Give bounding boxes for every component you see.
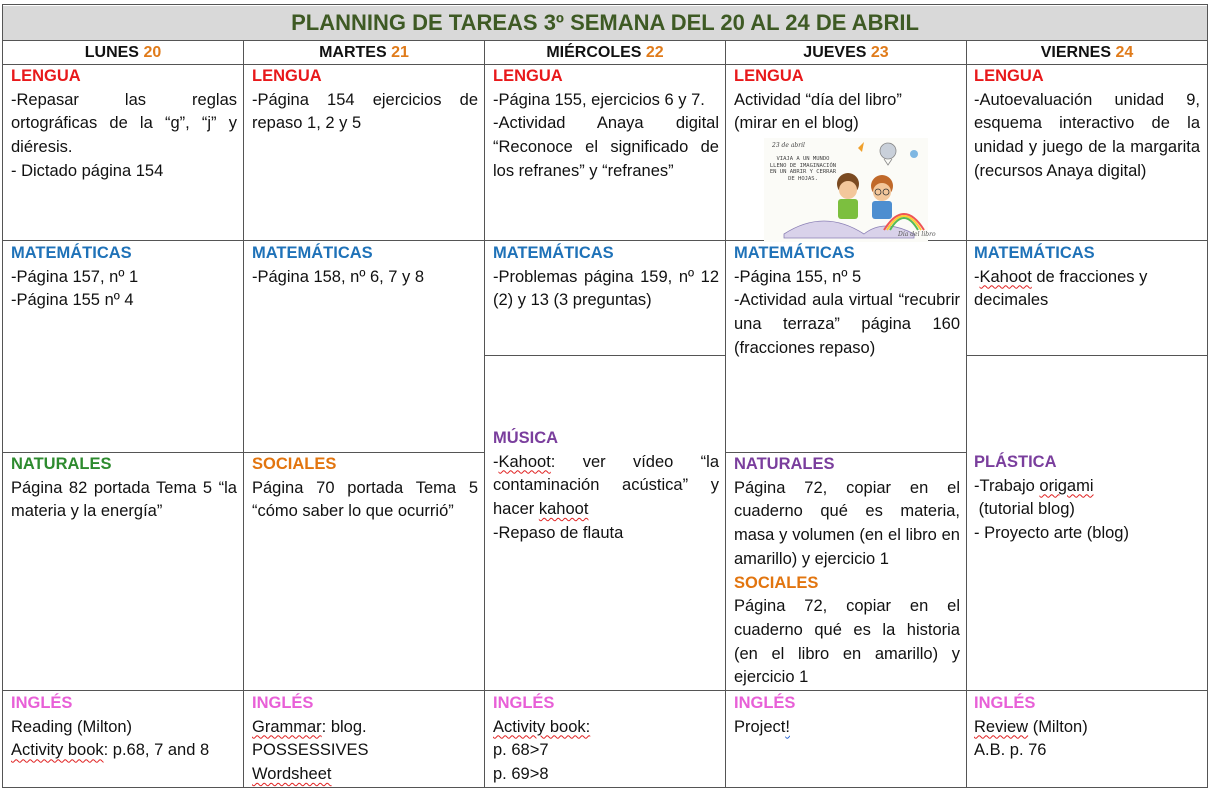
subject-label: INGLÉS (974, 694, 1036, 712)
subject-label: SOCIALES (734, 573, 819, 592)
task-line: Página 82 portada Tema 5 “la materia y la energía” (11, 478, 237, 521)
task-line: -Repasar las reglas ortográficas de la “g”, “j” y diéresis. (11, 90, 237, 157)
task-line (974, 716, 1200, 740)
day-name: VIERNES (1040, 44, 1111, 61)
kahoot-word: Kahoot (498, 452, 551, 471)
cell-mates-martes (252, 242, 478, 289)
subject-label: INGLÉS (734, 694, 796, 712)
text-fragment: Project (734, 717, 786, 736)
task-line: Página 70 portada Tema 5 “cómo saber lo que ocurrió” (252, 478, 478, 521)
illus-date: 23 de abril (772, 142, 805, 149)
text-fragment: - (974, 267, 980, 286)
cell-lengua-jueves (734, 65, 960, 136)
task-line: Wordsheet (252, 765, 332, 784)
task-line: -Repaso de flauta (493, 523, 624, 542)
subject-label: SOCIALES (252, 455, 337, 473)
illus-sign: Día del libro (898, 231, 936, 238)
cell-lengua-viernes (974, 65, 1200, 184)
task-line (974, 475, 1200, 499)
subject-label: MÚSICA (493, 429, 559, 447)
text-fragment: ! (785, 717, 790, 736)
task-line: Actividad “día del libro” (mirar en el blog) (734, 90, 902, 133)
day-header-martes (244, 42, 484, 64)
divider-4 (966, 40, 967, 788)
task-line: -Actividad aula virtual “recubrir una terraza” página 160 (fracciones repaso) (734, 291, 960, 357)
border-title-bottom (2, 40, 1208, 41)
day-number: 24 (1115, 44, 1134, 61)
subject-label: LENGUA (252, 67, 322, 85)
day-name: MIÉRCOLES (546, 44, 642, 61)
day-header-lunes (3, 42, 243, 64)
task-line: Página 72, copiar en el cuaderno qué es materia, masa y volumen (en el libro en amarillo) y ejercicio 1 (734, 478, 960, 568)
subject-label: LENGUA (11, 67, 81, 85)
text-fragment: - (493, 452, 499, 471)
day-number: 20 (143, 44, 162, 61)
task-line: -Página 155, ejercicios 6 y 7. (493, 90, 705, 109)
cell-ingles-lunes (11, 692, 237, 763)
text-fragment: Grammar (252, 717, 322, 736)
border-left (2, 4, 3, 788)
divider-2 (484, 40, 485, 788)
subject-label: MATEMÁTICAS (11, 244, 132, 262)
subject-label: INGLÉS (493, 694, 555, 712)
task-line: Activity book: (493, 717, 591, 736)
border-mates-bottom-miercoles (484, 355, 725, 356)
day-header-miercoles (485, 42, 725, 64)
task-line: (tutorial blog) (974, 500, 1075, 519)
border-mates-bottom-viernes (966, 355, 1208, 356)
day-header-jueves (726, 42, 966, 64)
text-fragment: Activity book (11, 741, 104, 760)
text-fragment: Review (974, 717, 1029, 736)
subject-label: LENGUA (734, 67, 804, 85)
subject-label: NATURALES (11, 455, 112, 473)
border-lengua-bottom (2, 240, 1208, 241)
task-line: -Página 154 ejercicios de repaso 1, 2 y 5 (252, 90, 478, 133)
text-fragment: -Trabajo (974, 476, 1040, 495)
task-line: -Página 155 nº 4 (11, 291, 134, 310)
cell-plastica-viernes (974, 451, 1200, 546)
text-fragment: : ver vídeo “la contaminación acústica” y hacer (493, 452, 719, 519)
subject-label: PLÁSTICA (974, 453, 1057, 471)
task-line: POSSESSIVES (252, 741, 369, 760)
origami-word: origami (1039, 476, 1094, 495)
task-line: -Página 157, nº 1 (11, 267, 139, 286)
task-line: - Proyecto arte (blog) (974, 524, 1129, 543)
day-header-viernes (967, 42, 1207, 64)
text-fragment: : p.68, 7 and 8 (103, 741, 210, 760)
task-line (974, 266, 1200, 313)
task-line (734, 716, 960, 740)
task-line: -Problemas página 159, nº 12 (2) y 13 (3 preguntas) (493, 267, 719, 310)
cell-musica-miercoles (493, 427, 719, 546)
border-right (1207, 4, 1208, 788)
task-line: Reading (Milton) (11, 717, 133, 736)
task-line: -Página 155, nº 5 (734, 267, 862, 286)
task-line (11, 739, 237, 763)
subject-label: INGLÉS (252, 694, 314, 712)
cell-mates-miercoles (493, 242, 719, 313)
cell-ingles-miercoles (493, 692, 719, 787)
kahoot-word: kahoot (538, 500, 589, 519)
day-name: MARTES (319, 44, 387, 61)
cell-ingles-jueves (734, 692, 960, 739)
cell-naturales-lunes (11, 453, 237, 524)
day-number: 21 (391, 44, 409, 61)
text-fragment: de fracciones y decimales (974, 267, 1148, 310)
cell-naturales-sociales-jueves (734, 453, 960, 690)
cell-lengua-miercoles (493, 65, 719, 184)
divider-1 (243, 40, 244, 788)
cell-sociales-martes (252, 453, 478, 524)
subject-label: MATEMÁTICAS (974, 244, 1095, 262)
day-number: 23 (870, 44, 889, 61)
day-name: LUNES (84, 44, 139, 61)
task-line: p. 68>7 (493, 741, 549, 760)
task-line (493, 451, 719, 522)
subject-label: NATURALES (734, 455, 835, 473)
task-line: -Autoevaluación unidad 9, esquema interactivo de la unidad y juego de la margarita (recursos Anaya digital) (974, 90, 1200, 180)
cell-lengua-martes (252, 65, 478, 136)
subject-label: MATEMÁTICAS (493, 244, 614, 262)
subject-label: MATEMÁTICAS (252, 244, 373, 262)
task-line: p. 69>8 (493, 765, 549, 784)
cell-mates-viernes (974, 242, 1200, 313)
task-line: -Actividad Anaya digital “Reconoce el significado de los refranes” y “refranes” (493, 114, 719, 180)
text-fragment: : blog. (321, 717, 367, 736)
cell-lengua-lunes (11, 65, 237, 184)
subject-label: MATEMÁTICAS (734, 244, 855, 262)
divider-3 (725, 40, 726, 788)
task-line (252, 716, 478, 740)
border-top (2, 4, 1208, 5)
day-number: 22 (645, 44, 664, 61)
task-line: Página 72, copiar en el cuaderno qué es la historia (en el libro en amarillo) y ejercicio 1 (734, 597, 960, 687)
border-ingles-top (2, 690, 1208, 691)
text-fragment: (Milton) (1028, 717, 1088, 736)
cell-ingles-viernes (974, 692, 1200, 763)
illus-quote: VIAJA A UN MUNDO LLENO DE IMAGINACIÓN EN UN ABRIR Y CERRAR DE HOJAS. (769, 156, 837, 182)
task-line: -Página 158, nº 6, 7 y 8 (252, 267, 425, 286)
task-line: - Dictado página 154 (11, 161, 164, 180)
cell-mates-jueves (734, 242, 960, 361)
day-name: JUEVES (803, 44, 867, 61)
border-bottom (2, 787, 1208, 788)
cell-ingles-martes (252, 692, 478, 787)
task-line: A.B. p. 76 (974, 741, 1047, 760)
book-day-illustration-icon (764, 138, 936, 242)
subject-label: LENGUA (974, 67, 1044, 85)
subject-label: INGLÉS (11, 694, 73, 712)
subject-label: LENGUA (493, 67, 563, 85)
page-title: PLANNING DE TAREAS 3º SEMANA DEL 20 AL 24 DE ABRIL (3, 6, 1207, 40)
kahoot-word: Kahoot (979, 267, 1032, 286)
cell-mates-lunes (11, 242, 237, 313)
